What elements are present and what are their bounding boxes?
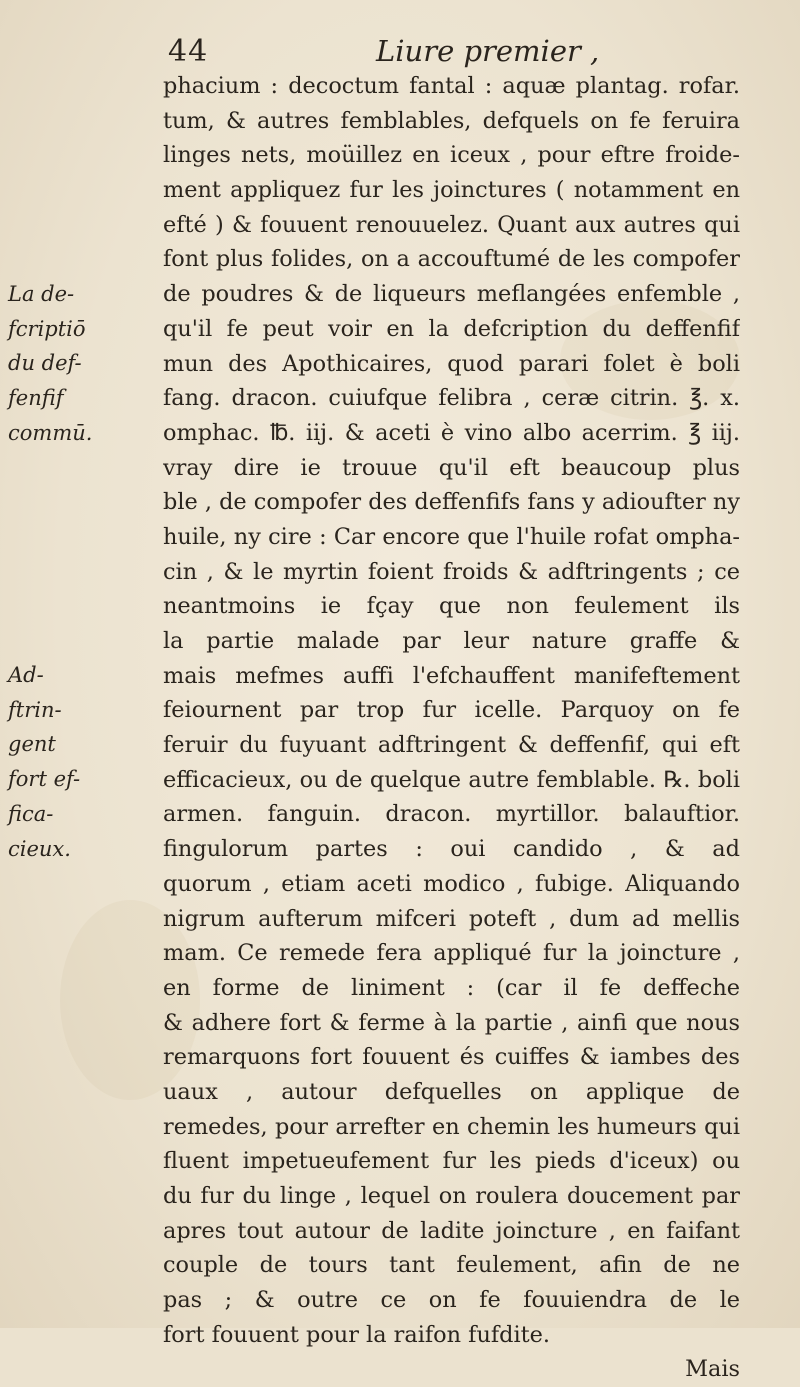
text-line: armen. fanguin. dracon. myrtillor. balauftior. [163,801,740,828]
text-line: mam. Ce remede fera appliqué fur la joincture , [163,940,740,967]
margin-note-line: cieux. [8,836,71,861]
margin-note-line: ftrin- [8,697,62,722]
text-line: remarquons fort fouuent és cuiffes & iambes des [163,1044,740,1071]
text-line: qu'il fe peut voir en la defcription du deffenfif [163,315,740,342]
text-line: efté ) & fouuent renouuelez. Quant aux autres qui [163,211,740,238]
text-line: mun des Apothicaires, quod parari folet è boli [163,350,740,377]
running-title: Liure premier , [376,34,600,68]
margin-note-line: La de- [8,282,75,306]
text-line: ble , de compofer des deffenfifs fans y adioufter ny [163,489,740,516]
text-line: remedes, pour arrefter en chemin les humeurs qui [163,1113,740,1140]
text-line: fang. dracon. cuiufque felibra , ceræ citrin. ℥. x. [163,385,740,412]
text-line: efficacieux, ou de quelque autre femblable. ℞. boli [163,766,740,793]
text-line: feiournent par trop fur icelle. Parquoy on fe [163,697,740,724]
page-number: 44 [168,34,209,69]
text-line: nigrum aufterum mifceri poteft , dum ad mellis [163,905,740,932]
margin-note-line: du def- [8,351,82,376]
text-line: fort fouuent pour la raifon fufdite. [163,1321,551,1348]
margin-note-line: fcriptiō [8,316,86,341]
margin-note-line: fica- [8,801,54,826]
text-line: uaux , autour defquelles on applique de [163,1078,740,1105]
text-line: la partie malade par leur nature graffe & [163,628,740,654]
body-text [163,69,740,1387]
text-line: en forme de liniment : (car il fe deffeche [163,974,740,1001]
text-line: du fur du linge , lequel on roulera doucement par [163,1183,740,1209]
margin-note-line: fenfif [8,386,64,411]
text-line: font plus folides, on a accouftumé de les compofer [163,246,740,273]
text-line: vray dire ie trouue qu'il eft beaucoup plus [163,454,740,481]
text-line: de poudres & de liqueurs meflangées enfemble , [163,281,740,308]
text-line: fluent impetueufement fur les pieds d'iceux) ou [163,1148,740,1175]
text-line: couple de tours tant feulement, afin de ne [163,1252,740,1279]
text-line: ment appliquez fur les joinctures ( notamment en [163,177,740,204]
text-line: tum, & autres femblables, defquels on fe feruira [163,107,740,134]
text-line: cin , & le myrtin foient froids & adftringents ; ce [163,558,740,585]
text-line: huile, ny cire : Car encore que l'huile rofat ompha- [163,523,740,550]
page-header [163,34,740,74]
margin-note-line: commū. [8,420,93,445]
text-line: linges nets, moüillez en iceux , pour eftre froide- [163,142,740,169]
text-line: neantmoins ie fçay que non feulement ils [163,593,740,620]
margin-note-line: Ad- [8,663,44,687]
text-line: & adhere fort & ferme à la partie , ainfi que nous [163,1009,740,1036]
text-line: quorum , etiam aceti modico , fubige. Aliquando [163,870,740,897]
margin-note [8,277,158,451]
text-line: pas ; & outre ce on fe fouuiendra de le [163,1287,740,1314]
text-line: mais mefmes auffi l'efchauffent manifeftement [163,662,740,689]
text-line: phacium : decoctum fantal : aquæ plantag. rofar. [163,73,740,99]
margin-note-line: fort ef- [8,767,81,792]
catchword: Mais [685,1356,740,1383]
margin-note [8,658,158,866]
text-line: omphac. ℔. iij. & aceti è vino albo acerrim. ℥ iij. [163,419,740,446]
margin-note-line: gent [8,732,56,757]
text-line: fingulorum partes : oui candido , & ad [163,836,740,863]
text-line: feruir du fuyuant adftringent & deffenfif, qui eft [163,732,740,759]
text-line: apres tout autour de ladite joincture , en faifant [163,1217,740,1244]
